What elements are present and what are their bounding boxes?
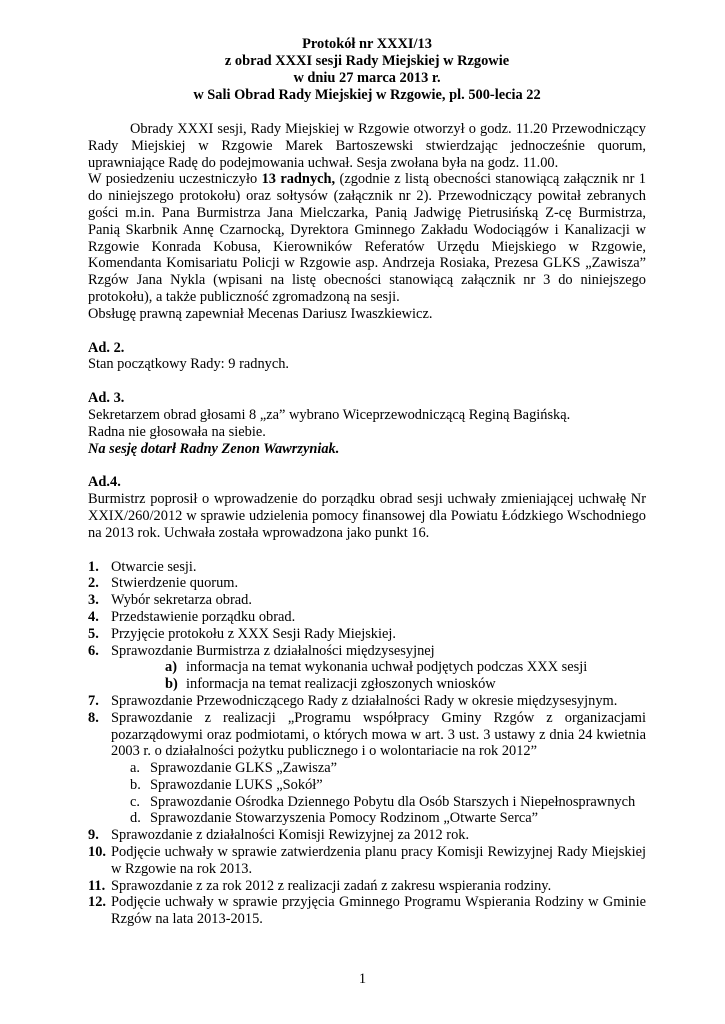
agenda-item xyxy=(88,693,646,710)
agenda-item xyxy=(88,894,646,928)
agenda-item xyxy=(88,878,646,895)
title-line-3: w dniu 27 marca 2013 r. xyxy=(293,70,441,86)
agenda-sublist xyxy=(111,760,646,827)
agenda-item xyxy=(88,559,646,576)
agenda-subitem-letter: b) xyxy=(165,676,178,693)
agenda-sublist xyxy=(111,659,646,693)
document-page xyxy=(88,36,646,928)
agenda-item-text: Sprawozdanie z działalności Komisji Rewizyjnej za 2012 rok. xyxy=(111,827,470,844)
agenda-item xyxy=(88,592,646,609)
agenda-subitem-letter: d. xyxy=(130,810,141,827)
agenda-item-text: Sprawozdanie Burmistrza z działalności międzysesyjnej xyxy=(111,642,435,659)
agenda-item-number: 8. xyxy=(88,709,99,726)
agenda-item-number: 12. xyxy=(88,894,106,911)
agenda-subitem-letter: c. xyxy=(130,793,140,810)
agenda-item-text: Stwierdzenie quorum. xyxy=(111,575,239,592)
agenda-item xyxy=(88,844,646,878)
agenda-item xyxy=(88,643,646,693)
agenda-item-text: Sprawozdanie z za rok 2012 z realizacji zadań z zakresu wspierania rodziny. xyxy=(111,877,552,894)
ad3-heading: Ad. 3. xyxy=(88,390,125,407)
agenda-item xyxy=(88,827,646,844)
ad4-text: Burmistrz poprosił o wprowadzenie do porządku obrad sesji uchwały zmieniającej uchwałę Nr XXIX/260/2012 w sprawie udzielenia pomocy finansowej dla Powiatu Łódzkiego Wschodniego na 2013 rok. Uchwała została wprowadzona jako punkt 16. xyxy=(88,491,646,541)
page-number: 1 xyxy=(358,971,367,987)
agenda-item-text: Przedstawienie porządku obrad. xyxy=(111,608,296,625)
agenda-subitem xyxy=(88,676,646,693)
protocol-title xyxy=(88,36,646,104)
agenda-item-number: 9. xyxy=(88,827,99,844)
ad2-heading: Ad. 2. xyxy=(88,339,125,356)
agenda-subitem-text: informacja na temat realizacji zgłoszonych wniosków xyxy=(186,676,496,693)
agenda-subitem-text: informacja na temat wykonania uchwał podjętych podczas XXX sesji xyxy=(186,659,588,676)
agenda-list xyxy=(88,559,646,929)
ad3-line-2: Radna nie głosowała na siebie. xyxy=(88,423,266,440)
agenda-item-number: 7. xyxy=(88,692,99,709)
agenda-item-number: 2. xyxy=(88,575,99,592)
agenda-subitem-letter: a) xyxy=(165,659,177,676)
ad3-line-3: Na sesję dotarł Radny Zenon Wawrzyniak. xyxy=(88,440,340,457)
agenda-item-text: Wybór sekretarza obrad. xyxy=(111,592,252,609)
title-line-4: w Sali Obrad Rady Miejskiej w Rzgowie, pl. 500-lecia 22 xyxy=(193,87,541,103)
agenda-item-number: 1. xyxy=(88,558,99,575)
agenda-subitem xyxy=(88,794,646,811)
agenda-item-number: 4. xyxy=(88,608,99,625)
intro-p2-bold: 13 radnych, xyxy=(261,171,336,188)
ad4-heading: Ad.4. xyxy=(88,474,121,491)
agenda-item xyxy=(88,575,646,592)
agenda-item-text: Sprawozdanie Przewodniczącego Rady z działalności Rady w okresie międzysesyjnym. xyxy=(111,692,618,709)
agenda-item xyxy=(88,710,646,828)
intro-paragraph-2 xyxy=(88,171,646,305)
agenda-subitem xyxy=(88,810,646,827)
agenda-subitem-text: Sprawozdanie Stowarzyszenia Pomocy Rodzinom „Otwarte Serca” xyxy=(150,810,539,827)
ad2-text: Stan początkowy Rady: 9 radnych. xyxy=(88,356,290,373)
agenda-item-number: 6. xyxy=(88,642,99,659)
agenda-item-text: Podjęcie uchwały w sprawie zatwierdzenia planu pracy Komisji Rewizyjnej Rady Miejskiej w Rzgowie na rok 2013. xyxy=(111,844,646,877)
agenda-item-number: 3. xyxy=(88,592,99,609)
agenda-item-text: Sprawozdanie z realizacji „Programu współpracy Gminy Rzgów z organizacjami pozarządowymi oraz podmiotami, o których mowa w art. 3 ust. 3 ustawy z dnia 24 kwietnia 2003 r. o działalności pożytku publicznego i o wolontariacie na rok 2012” xyxy=(111,709,646,760)
agenda-item-number: 11. xyxy=(88,877,106,894)
title-line-2: z obrad XXXI sesji Rady Miejskiej w Rzgowie xyxy=(224,53,510,69)
agenda-subitem-text: Sprawozdanie Ośrodka Dziennego Pobytu dla Osób Starszych i Niepełnosprawnych xyxy=(150,793,636,810)
agenda-subitem xyxy=(88,659,646,676)
agenda-subitem-text: Sprawozdanie LUKS „Sokół” xyxy=(150,776,323,793)
agenda-subitem-letter: a. xyxy=(130,760,140,777)
agenda-item-text: Otwarcie sesji. xyxy=(111,558,197,575)
agenda-item-number: 5. xyxy=(88,625,99,642)
agenda-item-text: Przyjęcie protokołu z XXX Sesji Rady Miejskiej. xyxy=(111,625,396,642)
intro-p2-after: (zgodnie z listą obecności stanowiącą załącznik nr 1 do niniejszego protokołu) oraz sołtysów (załącznik nr 2). Przewodniczący powitał zebranych gości m.in. Pana Burmistrza Jana Mielczarka, Panią Jadwigę Pietrusińską Z-cę Burmistrza, Panią Skarbnik Annę Czarnocką, Dyrektora Gminnego Zakładu Wodociągów i Kanalizacji w Rzgowie Konrada Kobusa, Kierowników Referatów Urzędu Miejskiego w Rzgowie, Komendanta Komisariatu Policji w Rzgowie asp. Andrzeja Rosiaka, Prezesa GLKS „Zawisza” Rzgów Jana Nykla (wpisani na listę obecności stanowiącą załącznik nr 3 do niniejszego protokołu), a także publiczność zgromadzoną na sesji. xyxy=(88,171,646,305)
agenda-item-text: Podjęcie uchwały w sprawie przyjęcia Gminnego Programu Wspierania Rodziny w Gminie Rzgów na lata 2013-2015. xyxy=(111,894,646,928)
agenda-subitem xyxy=(88,777,646,794)
agenda-item-number: 10. xyxy=(88,844,106,861)
agenda-subitem-letter: b. xyxy=(130,776,141,793)
agenda-subitem xyxy=(88,760,646,777)
ad3-line-1: Sekretarzem obrad głosami 8 „za” wybrano Wiceprzewodniczącą Reginą Bagińską. xyxy=(88,406,571,423)
intro-p2-before: W posiedzeniu uczestniczyło xyxy=(88,171,262,188)
title-line-1: Protokół nr XXXI/13 xyxy=(302,36,432,52)
agenda-subitem-text: Sprawozdanie GLKS „Zawisza” xyxy=(150,760,338,777)
intro-paragraph-3: Obsługę prawną zapewniał Mecenas Dariusz Iwaszkiewicz. xyxy=(88,305,433,322)
agenda-item xyxy=(88,609,646,626)
agenda-item xyxy=(88,626,646,643)
intro-paragraph-1: Obrady XXXI sesji, Rady Miejskiej w Rzgowie otworzył o godz. 11.20 Przewodniczący Rady Miejskiej w Rzgowie Marek Bartoszewski stwierdzając jednocześnie quorum, uprawniające Radę do podejmowania uchwał. Sesja zwołana była na godz. 11.00. xyxy=(88,121,646,171)
